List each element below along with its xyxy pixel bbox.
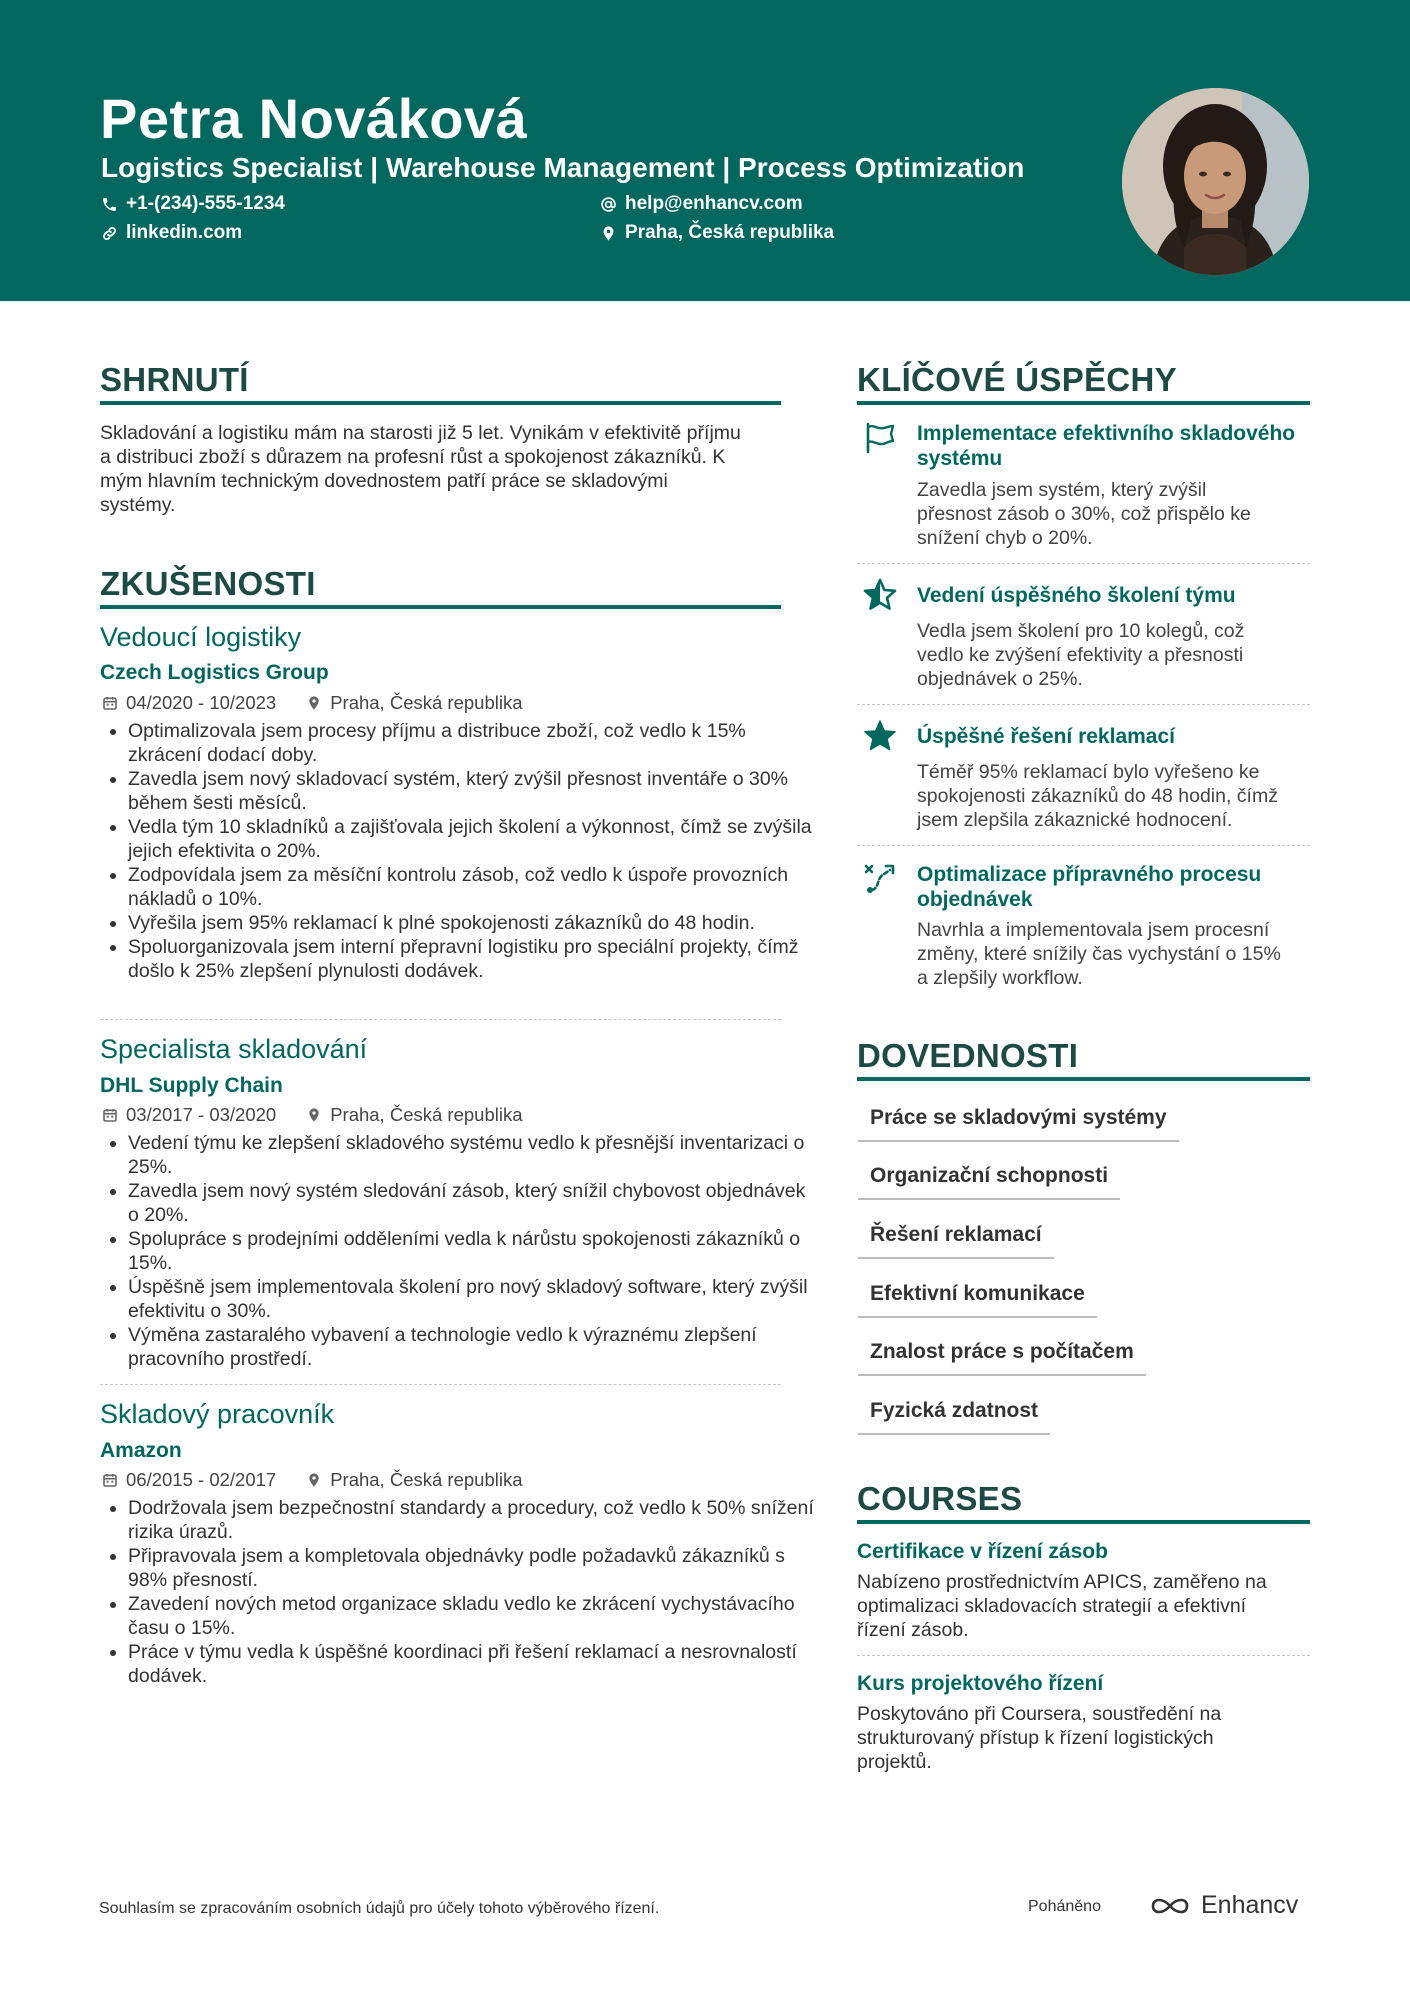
achievement-title-line: Vedení úspěšného školení týmu (917, 584, 1236, 607)
bullet-item: • Optimalizovala jsem procesy příjmu a distribuce zboží, což vedlo k 15% zkrácení dodací doby. (128, 719, 818, 767)
course-desc-line: řízení zásob. (857, 1619, 969, 1641)
achievement-desc-line: a zlepšily workflow. (917, 967, 1083, 989)
job-company: Amazon (100, 1439, 182, 1462)
skill-tag: Práce se skladovými systémy (858, 1106, 1179, 1142)
summary-rule (100, 401, 781, 405)
location-pin-icon (306, 1472, 322, 1488)
achievement-desc-line: jsem zlepšila zákaznické hodnocení. (917, 809, 1233, 831)
contact-location (600, 222, 834, 244)
achievement-desc-line: Téměř 95% reklamací bylo vyřešeno ke (917, 761, 1260, 783)
achievement-desc-line: Navrhla a implementovala jsem procesní (917, 919, 1270, 941)
course-desc-line: optimalizaci skladovacích strategií a efektivní (857, 1595, 1247, 1617)
bullet-item: • Vyřešila jsem 95% reklamací k plné spokojenosti zákazníků do 48 hodin. (128, 911, 818, 935)
achievement-desc-line: Zavedla jsem systém, který zvýšil (917, 479, 1207, 501)
skill-tag: Znalost práce s počítačem (858, 1340, 1146, 1376)
summary-heading: SHRNUTÍ (100, 361, 249, 398)
divider (100, 1384, 781, 1385)
achievement-desc-line: změny, které snížily čas vychystání o 15% (917, 943, 1281, 965)
location-text: Praha, Česká republika (625, 222, 835, 243)
achievement-desc-line: spokojenosti zákazníků do 48 hodin, čímž (917, 785, 1278, 807)
enhancv-logo-text: Enhancv (1201, 1891, 1299, 1919)
job-bullets (100, 719, 818, 983)
skill-tag: Organizační schopnosti (858, 1164, 1120, 1200)
achievement-desc (917, 619, 1317, 691)
achievement-title-line: Implementace efektivního skladového (917, 422, 1296, 445)
bullet-item: • Zodpovídala jsem za měsíční kontrolu zásob, což vedlo k úspoře provozních nákladů o 10%. (128, 863, 818, 911)
achievements-rule (857, 401, 1310, 405)
course-desc (857, 1570, 1297, 1642)
phone-text: +1-(234)-555-1234 (126, 193, 285, 214)
bullet-item: • Úspěšně jsem implementovala školení pro nový skladový software, který zvýšil efektivitu o 30%. (128, 1275, 818, 1323)
job-dates: 04/2020 - 10/2023 (126, 692, 277, 713)
summary-line: Skladování a logistiku mám na starosti již 5 let. Vynikám v efektivitě příjmu (100, 422, 741, 444)
achievement-title (917, 862, 1317, 912)
candidate-name: Petra Nováková (100, 87, 528, 150)
consent-note: Souhlasím se zpracováním osobních údajů pro účely tohoto výběrového řízení. (99, 1900, 660, 1917)
candidate-headline: Logistics Specialist | Warehouse Management | Process Optimization (101, 152, 1025, 183)
summary-line: systémy. (100, 494, 176, 516)
skills-rule (857, 1077, 1310, 1081)
job-meta (102, 1469, 523, 1491)
achievement-title-line: objednávek (917, 888, 1033, 911)
divider (857, 704, 1310, 705)
link-icon (101, 225, 118, 242)
divider (857, 563, 1310, 564)
skill-tag: Fyzická zdatnost (858, 1399, 1050, 1435)
achievement-title-line: Optimalizace přípravného procesu (917, 863, 1262, 886)
achievement-title (917, 421, 1317, 471)
enhancv-logo[interactable] (1147, 1891, 1298, 1920)
achievement-title (917, 724, 1317, 749)
bullet-item: • Spoluorganizovala jsem interní přepravní logistiku pro speciální projekty, čímž došlo k 25% zlepšení plynulosti dodávek. (128, 935, 818, 983)
job-location: Praha, Česká republika (330, 692, 523, 713)
job-location: Praha, Česká republika (330, 1104, 523, 1125)
bullet-item: • Práce v týmu vedla k úspěšné koordinaci při řešení reklamací a nesrovnalostí dodávek. (128, 1640, 818, 1688)
bullet-item: • Výměna zastaralého vybavení a technologie vedlo k výraznému zlepšení pracovního prostředí. (128, 1323, 818, 1371)
contact-linkedin[interactable] (101, 222, 242, 244)
bullet-item: • Dodržovala jsem bezpečnostní standardy a procedury, což vedlo k 50% snížení rizika úrazů. (128, 1496, 818, 1544)
achievement-desc-line: Vedla jsem školení pro 10 kolegů, což (917, 620, 1245, 642)
star-outline-icon (862, 577, 898, 613)
bullet-item: • Zavedla jsem nový skladovací systém, který zvýšil přesnost inventáře o 30% během šesti měsíců. (128, 767, 818, 815)
course-desc-line: projektů. (857, 1751, 932, 1773)
at-icon (600, 196, 617, 213)
summary-line: a distribuci zboží s důrazem na profesní růst a spokojenost zákazníků. K (100, 446, 726, 468)
course-desc-line: Poskytováno při Coursera, soustředění na (857, 1703, 1222, 1725)
course-title: Certifikace v řízení zásob (857, 1540, 1108, 1563)
skill-tag: Efektivní komunikace (858, 1282, 1097, 1318)
summary-text (100, 421, 790, 517)
job-title: Specialista skladování (100, 1034, 368, 1064)
location-pin-icon (306, 1107, 322, 1123)
achievement-desc-line: přesnost zásob o 30%, což přispělo ke (917, 503, 1251, 525)
location-pin-icon (306, 695, 322, 711)
achievement-desc (917, 918, 1317, 990)
calendar-icon (102, 695, 118, 711)
enhancv-logo-icon (1147, 1894, 1193, 1918)
achievements-heading: KLÍČOVÉ ÚSPĚCHY (857, 361, 1177, 398)
bullet-item: • Vedení týmu ke zlepšení skladového systému vedlo k přesnější inventarizaci o 25%. (128, 1131, 818, 1179)
profile-photo (1122, 88, 1309, 275)
experience-rule (100, 605, 781, 609)
experience-heading: ZKUŠENOSTI (100, 565, 316, 602)
bullet-item: • Připravovala jsem a kompletovala objednávky podle požadavků zákazníků s 98% přesností. (128, 1544, 818, 1592)
job-bullets (100, 1496, 818, 1688)
linkedin-text: linkedin.com (126, 222, 243, 243)
job-company: Czech Logistics Group (100, 661, 329, 684)
contact-phone[interactable] (101, 193, 285, 215)
calendar-icon (102, 1107, 118, 1123)
job-bullets (100, 1131, 818, 1371)
achievement-title-line: Úspěšné řešení reklamací (917, 725, 1175, 748)
courses-rule (857, 1520, 1310, 1524)
skills-heading: DOVEDNOSTI (857, 1037, 1079, 1074)
bullet-item: • Zavedla jsem nový systém sledování zásob, který snížil chybovost objednávek o 20%. (128, 1179, 818, 1227)
achievement-desc-line: vedlo ke zvýšení efektivity a přesnosti (917, 644, 1244, 666)
achievement-desc (917, 478, 1317, 550)
divider (857, 1655, 1310, 1656)
achievement-desc-line: snížení chyb o 20%. (917, 527, 1093, 549)
header-banner (0, 0, 1410, 301)
location-pin-icon (600, 225, 617, 242)
course-desc-line: Nabízeno prostřednictvím APICS, zaměřeno na (857, 1571, 1267, 1593)
job-meta (102, 1104, 523, 1126)
email-text: help@enhancv.com (625, 193, 803, 214)
star-icon (862, 718, 898, 754)
bullet-item: • Spolupráce s prodejními odděleními vedla k nárůstu spokojenosti zákazníků o 15%. (128, 1227, 818, 1275)
route-icon (862, 860, 898, 896)
summary-line: mým hlavním technickým dovednostem patří práce se skladovými (100, 470, 668, 492)
course-title: Kurs projektového řízení (857, 1672, 1104, 1695)
achievement-title (917, 583, 1317, 608)
flag-icon (862, 420, 898, 456)
achievement-desc-line: objednávek o 25%. (917, 668, 1083, 690)
contact-email[interactable] (600, 193, 803, 215)
course-desc-line: strukturovaný přístup k řízení logistických (857, 1727, 1214, 1749)
job-title: Vedoucí logistiky (100, 622, 302, 652)
powered-by-label: Poháněno (1028, 1898, 1101, 1915)
job-dates: 03/2017 - 03/2020 (126, 1104, 277, 1125)
job-company: DHL Supply Chain (100, 1074, 283, 1097)
divider (100, 1019, 781, 1020)
courses-heading: COURSES (857, 1480, 1023, 1517)
achievement-desc (917, 760, 1317, 832)
job-dates: 06/2015 - 02/2017 (126, 1469, 277, 1490)
job-location: Praha, Česká republika (330, 1469, 523, 1490)
skill-tag: Řešení reklamací (858, 1223, 1054, 1259)
bullet-item: • Zavedení nových metod organizace skladu vedlo ke zkrácení vychystávacího času o 15%. (128, 1592, 818, 1640)
job-title: Skladový pracovník (100, 1399, 335, 1429)
bullet-item: • Vedla tým 10 skladníků a zajišťovala jejich školení a výkonnost, čímž se zvýšila jejich efektivita o 20%. (128, 815, 818, 863)
job-meta (102, 692, 523, 714)
calendar-icon (102, 1472, 118, 1488)
phone-icon (101, 196, 118, 213)
course-desc (857, 1702, 1297, 1774)
achievement-title-line: systému (917, 447, 1003, 470)
divider (857, 845, 1310, 846)
